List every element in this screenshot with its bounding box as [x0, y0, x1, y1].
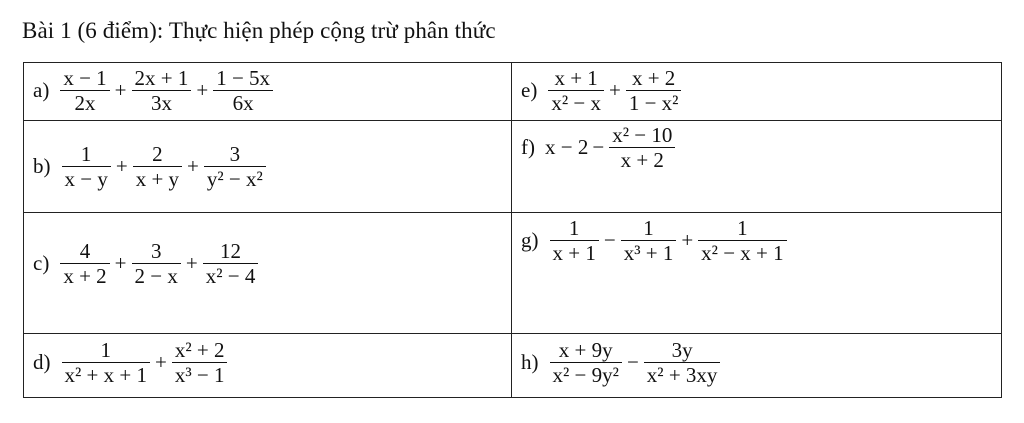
- operator: +: [185, 250, 198, 275]
- denominator: x² − x + 1: [701, 240, 784, 265]
- table-cell: [512, 121, 1002, 213]
- problem-label: a): [33, 78, 50, 102]
- fraction: [550, 216, 599, 265]
- fraction: [644, 338, 721, 387]
- numerator: 1: [80, 142, 92, 167]
- operator: +: [196, 78, 209, 102]
- problem-e: [521, 66, 684, 115]
- table-row: [24, 121, 1002, 213]
- table-cell: [24, 63, 512, 121]
- denominator: x² − 9y²: [552, 362, 619, 387]
- numerator: x² − 10: [612, 123, 673, 148]
- problem-label: h): [521, 349, 539, 374]
- problem-label: g): [521, 227, 539, 252]
- polynomial-term: x − 2: [545, 135, 589, 160]
- numerator: x + 2: [631, 66, 676, 90]
- denominator: 2 − x: [134, 263, 178, 288]
- problem-label: e): [521, 78, 538, 102]
- table-cell: [512, 63, 1002, 121]
- problem-a: [33, 66, 276, 115]
- denominator: 1 − x²: [628, 91, 679, 115]
- numerator: x² + 2: [174, 337, 225, 362]
- numerator: x − 1: [63, 66, 107, 90]
- fraction: [60, 239, 109, 288]
- fraction: [132, 66, 192, 115]
- denominator: x³ + 1: [623, 240, 674, 265]
- table-row: [24, 63, 1002, 121]
- fraction: [132, 239, 181, 288]
- fraction: [172, 338, 228, 387]
- denominator: x + 2: [620, 148, 664, 173]
- numerator: 12: [220, 238, 242, 263]
- operator: +: [114, 78, 127, 102]
- fraction: [203, 239, 259, 288]
- table-cell: [512, 212, 1002, 333]
- operator: +: [114, 250, 127, 275]
- exercise-table: [23, 62, 1002, 398]
- operator: −: [626, 349, 639, 374]
- fraction: [60, 66, 109, 115]
- denominator: 2x: [74, 91, 96, 115]
- problem-label: f): [521, 135, 535, 160]
- problem-label: d): [33, 349, 51, 374]
- denominator: x + y: [135, 167, 180, 192]
- fraction: [62, 338, 150, 387]
- operator: +: [681, 227, 694, 252]
- problem-c: [33, 239, 261, 288]
- fraction: [204, 142, 266, 191]
- fraction: [213, 66, 273, 115]
- fraction: [609, 123, 675, 172]
- problem-label: b): [33, 154, 51, 179]
- denominator: y² − x²: [206, 167, 263, 192]
- numerator: 3: [229, 142, 241, 167]
- denominator: x² − 4: [205, 263, 256, 288]
- numerator: 1: [643, 215, 654, 240]
- denominator: x + 1: [552, 240, 596, 265]
- numerator: 4: [79, 238, 91, 263]
- numerator: 3: [150, 238, 162, 263]
- denominator: 3x: [150, 91, 172, 115]
- operator: +: [608, 78, 621, 102]
- numerator: x + 9y: [558, 337, 613, 362]
- denominator: x² − x: [551, 91, 601, 115]
- fraction: [626, 66, 682, 115]
- page-title: Bài 1 (6 điểm): Thực hiện phép cộng trừ phân thức: [22, 18, 496, 43]
- fraction: [698, 216, 786, 265]
- problem-d: [33, 338, 230, 387]
- problem-b: [33, 142, 269, 191]
- denominator: 6x: [232, 91, 254, 115]
- numerator: 1 − 5x: [216, 66, 271, 90]
- numerator: 1: [737, 215, 748, 240]
- numerator: 3y: [671, 337, 693, 362]
- fraction: [62, 142, 111, 191]
- denominator: x + 2: [63, 263, 107, 288]
- operator: +: [154, 349, 167, 374]
- denominator: x² + x + 1: [64, 362, 147, 387]
- operator: +: [187, 154, 199, 179]
- table-row: [24, 333, 1002, 397]
- fraction: [133, 142, 182, 191]
- table-cell: [24, 333, 512, 397]
- fraction: [548, 66, 604, 115]
- table-cell: [24, 212, 512, 333]
- problem-label: c): [33, 250, 50, 275]
- numerator: x + 1: [554, 66, 598, 90]
- operator: −: [592, 135, 605, 160]
- fraction: [550, 338, 622, 387]
- numerator: 1: [568, 215, 580, 240]
- table-cell: [512, 333, 1002, 397]
- operator: +: [115, 154, 128, 179]
- numerator: 2x + 1: [134, 66, 189, 90]
- table-cell: [24, 121, 512, 213]
- operator: −: [603, 227, 616, 252]
- problem-g: [521, 216, 790, 265]
- denominator: x − y: [64, 167, 108, 192]
- denominator: x² + 3xy: [646, 362, 718, 387]
- fraction: [621, 216, 677, 265]
- table-row: [24, 212, 1002, 333]
- problem-f: [521, 123, 678, 172]
- numerator: 2: [152, 142, 163, 167]
- denominator: x³ − 1: [174, 362, 225, 387]
- numerator: 1: [100, 337, 111, 362]
- problem-h: [521, 338, 723, 387]
